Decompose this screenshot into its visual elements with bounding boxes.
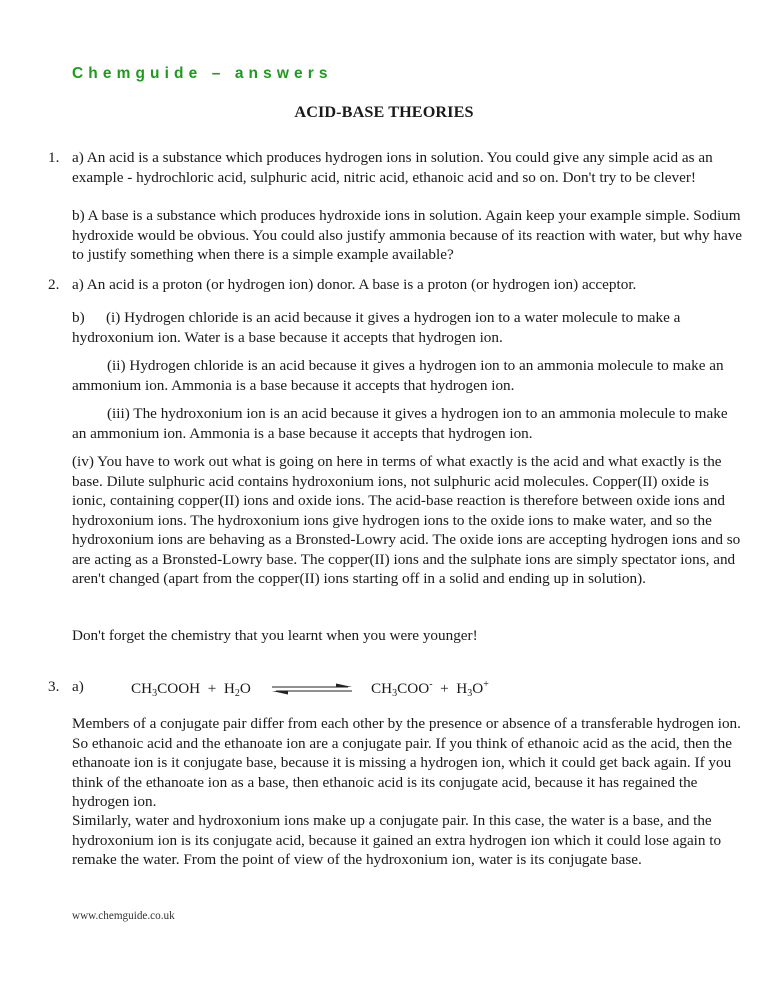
subscript: 2 [234, 688, 240, 699]
question-2-number: 2. [48, 276, 60, 293]
subscript: 3 [392, 688, 398, 699]
q2-part-a: a) An acid is a proton (or hydrogen ion) donor. A base is a proton (or hydrogen ion) acceptor. [72, 276, 637, 293]
formula-part: CH [371, 680, 393, 697]
equation-row [72, 677, 572, 699]
subscript: 3 [152, 688, 158, 699]
formula-part: O [239, 680, 251, 697]
q2-part-b-iii-text: (iii) The hydroxonium ion is an acid because it gives a hydrogen ion to an ammonia molecule to make an ammonium ion. Ammonia is a base because it accepts that hydrogen ion. [72, 405, 728, 442]
q3-water-hydroxonium-explanation: Similarly, water and hydroxonium ions make up a conjugate pair. In this case, the water is a base, and the hydroxonium ion is its conjugate acid, because it gained an extra hydrogen ion which it could lose again to remake the water. From the point of view of the hydroxonium ion, water is its conjugate base. [72, 812, 722, 868]
q2-part-b-iv: (iv) You have to work out what is going on here in terms of what exactly is the acid and what exactly is the base. Dilute sulphuric acid contains hydroxonium ions, not sulphuric acid molecules. Copper(II) oxide is ionic, containing copper(II) ions and oxide ions. The acid-base reaction is therefore between oxide ions and hydroxonium ions. The hydroxonium ions give hydrogen ions to the oxide ions to make water, and so the hydroxonium ions are behaving as a Bronsted-Lowry acid. The oxide ions are accepting hydrogen ions and so are acting as a Bronsted-Lowry base. The copper(II) ions and the sulphate ions are simply spectator ions, and aren't changed (apart from the copper(II) ions starting off in a solid and ending up in solution). [72, 453, 741, 587]
footer-url: www.chemguide.co.uk [72, 910, 175, 922]
question-3-number: 3. [48, 678, 60, 695]
q2-part-b-label: b) [72, 309, 85, 326]
formula-part: + H [432, 680, 468, 697]
superscript: + [483, 679, 489, 690]
formula-part: COO [397, 680, 430, 697]
q3-conjugate-pair-explanation: Members of a conjugate pair differ from each other by the presence or absence of a transferable hydrogen ion. So ethanoic acid and the ethanoate ion are a conjugate pair. If you think of ethanoic acid as the acid, then the ethanoate ion is it conjugate base, because it is missing a hydrogen ion, which it could get back again. If you think of the ethanoate ion as a base, then ethanoic acid is its conjugate acid, because it has regained the hydrogen ion. [72, 715, 741, 810]
q2-part-b-iii [72, 404, 744, 443]
formula-part: O [472, 680, 484, 697]
q2-reminder: Don't forget the chemistry that you learnt when you were younger! [72, 627, 478, 644]
q2-part-b-i [72, 308, 744, 347]
page-title: ACID-BASE THEORIES [294, 103, 474, 121]
subscript: 3 [467, 688, 473, 699]
equilibrium-arrows-icon [270, 682, 354, 696]
formula-part: CH [131, 680, 153, 697]
formula-part: COOH + H [157, 680, 235, 697]
equation-products [371, 679, 489, 699]
superscript: - [429, 679, 433, 690]
q1-part-a: a) An acid is a substance which produces hydrogen ions in solution. You could give any simple acid as an example - hydrochloric acid, sulphuric acid, nitric acid, ethanoic acid and so on. Don't try to be clever! [72, 149, 713, 186]
question-1-number: 1. [48, 149, 60, 166]
q2-part-b-ii [72, 356, 744, 395]
equation-label: a) [72, 678, 84, 695]
q1-part-b: b) A base is a substance which produces hydroxide ions in solution. Again keep your example simple. Sodium hydroxide would be obvious. You could also justify ammonia because of its reaction with water, but why have to justify something when there is a simple example available? [72, 207, 743, 263]
q2-part-b-i-text: (i) Hydrogen chloride is an acid because it gives a hydrogen ion to a water molecule to make a hydroxonium ion. Water is a base because it accepts that hydrogen ion. [72, 309, 681, 346]
brand-header: Chemguide – answers [72, 65, 333, 82]
q2-part-b-ii-text: (ii) Hydrogen chloride is an acid because it gives a hydrogen ion to an ammonia molecule to make an ammonium ion. Ammonia is a base because it accepts that hydrogen ion. [72, 357, 724, 394]
equation-reactants [131, 679, 251, 699]
